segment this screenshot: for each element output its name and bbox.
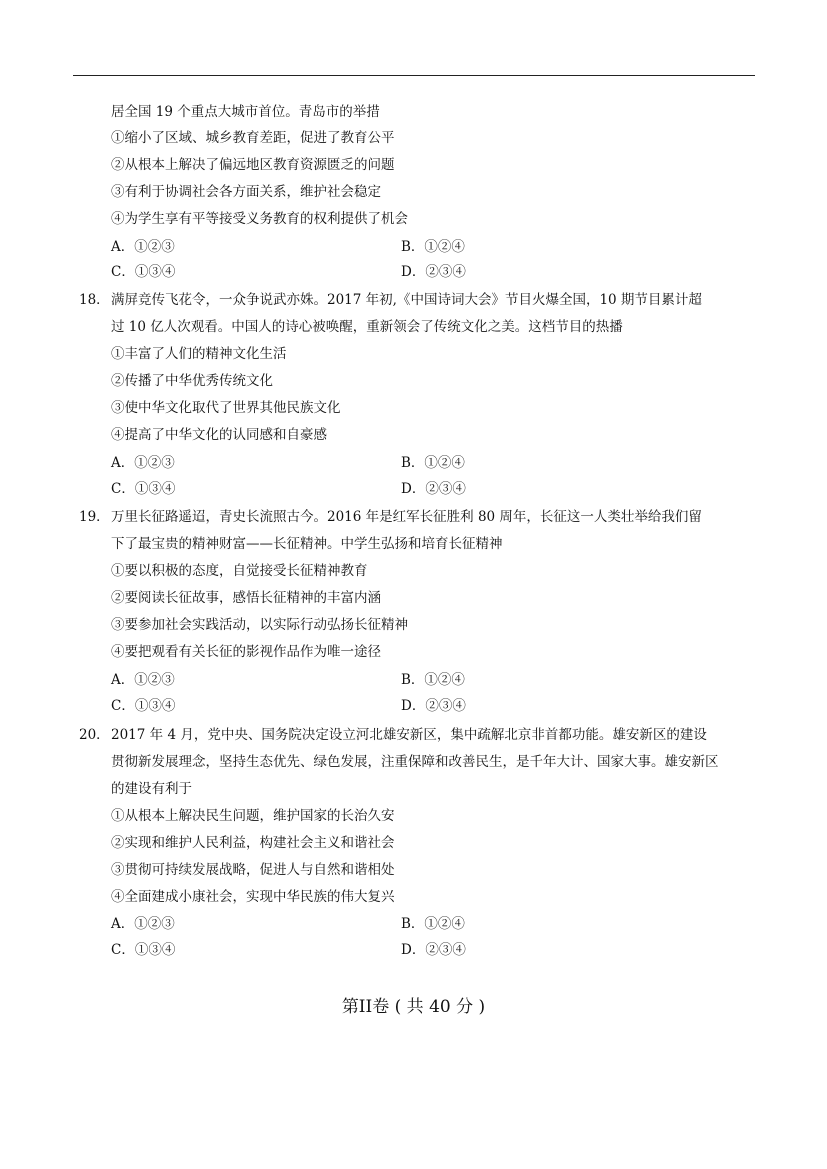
answer-option-a: A．①②③ (111, 916, 175, 932)
question-number: 19． (79, 509, 110, 525)
question-stem: 过 10 亿人次观看。中国人的诗心被唤醒，重新领会了传统文化之美。这档节目的热播 (111, 319, 623, 335)
question-number: 20． (79, 727, 110, 743)
question-number: 18． (79, 292, 110, 308)
statement-item: ④为学生享有平等接受义务教育的权利提供了机会 (111, 211, 408, 227)
answer-option-c: C．①③④ (111, 698, 176, 714)
statement-item: ③要参加社会实践活动，以实际行动弘扬长征精神 (111, 617, 408, 633)
answer-option-d: D．②③④ (401, 264, 466, 280)
statement-item: ④提高了中华文化的认同感和自豪感 (111, 427, 327, 443)
answer-option-a: A．①②③ (111, 455, 175, 471)
statement-item: ③有利于协调社会各方面关系，维护社会稳定 (111, 184, 381, 200)
question-stem: 贯彻新发展理念，坚持生态优先、绿色发展，注重保障和改善民生，是千年大计、国家大事。雄安新区 (111, 754, 719, 770)
answer-option-d: D．②③④ (401, 698, 466, 714)
question-stem: 的建设有利于 (111, 781, 192, 797)
answer-option-b: B．①②④ (401, 916, 465, 932)
statement-item: ④全面建成小康社会，实现中华民族的伟大复兴 (111, 889, 395, 905)
statement-item: ③贯彻可持续发展战略，促进人与自然和谐相处 (111, 862, 395, 878)
statement-item: ②要阅读长征故事，感悟长征精神的丰富内涵 (111, 590, 381, 606)
question-stem: 2017 年 4 月，党中央、国务院决定设立河北雄安新区，集中疏解北京非首都功能。雄安新区的建设 (111, 727, 707, 743)
statement-item: ①要以积极的态度，自觉接受长征精神教育 (111, 563, 368, 579)
answer-option-b: B．①②④ (401, 672, 465, 688)
header-rule (73, 75, 755, 76)
statement-item: ②从根本上解决了偏远地区教育资源匮乏的问题 (111, 157, 395, 173)
statement-item: ③使中华文化取代了世界其他民族文化 (111, 400, 341, 416)
statement-item: ①丰富了人们的精神文化生活 (111, 346, 287, 362)
statement-item: ①从根本上解决民生问题，维护国家的长治久安 (111, 808, 395, 824)
section-title: 第II卷 ( 共 40 分 ) (341, 997, 486, 1017)
answer-option-a: A．①②③ (111, 239, 175, 255)
statement-item: ②传播了中华优秀传统文化 (111, 373, 273, 389)
answer-option-b: B．①②④ (401, 455, 465, 471)
answer-option-c: C．①③④ (111, 481, 176, 497)
statement-item: ①缩小了区域、城乡教育差距，促进了教育公平 (111, 130, 395, 146)
question-stem: 下了最宝贵的精神财富——长征精神。中学生弘扬和培育长征精神 (111, 536, 503, 552)
answer-option-c: C．①③④ (111, 264, 176, 280)
question-stem: 满屏竞传飞花令，一众争说武亦姝。2017 年初,《中国诗词大会》节目火爆全国，10 期节目累计超 (111, 292, 702, 308)
answer-option-d: D．②③④ (401, 942, 466, 958)
answer-option-d: D．②③④ (401, 481, 466, 497)
answer-option-b: B．①②④ (401, 239, 465, 255)
statement-item: ②实现和维护人民利益，构建社会主义和谐社会 (111, 835, 395, 851)
question-stem: 居全国 19 个重点大城市首位。青岛市的举措 (111, 104, 380, 120)
statement-item: ④要把观看有关长征的影视作品作为唯一途径 (111, 644, 381, 660)
answer-option-c: C．①③④ (111, 942, 176, 958)
question-stem: 万里长征路遥迢，青史长流照古今。2016 年是红军长征胜利 80 周年，长征这一人类壮举给我们留 (111, 509, 702, 525)
answer-option-a: A．①②③ (111, 672, 175, 688)
